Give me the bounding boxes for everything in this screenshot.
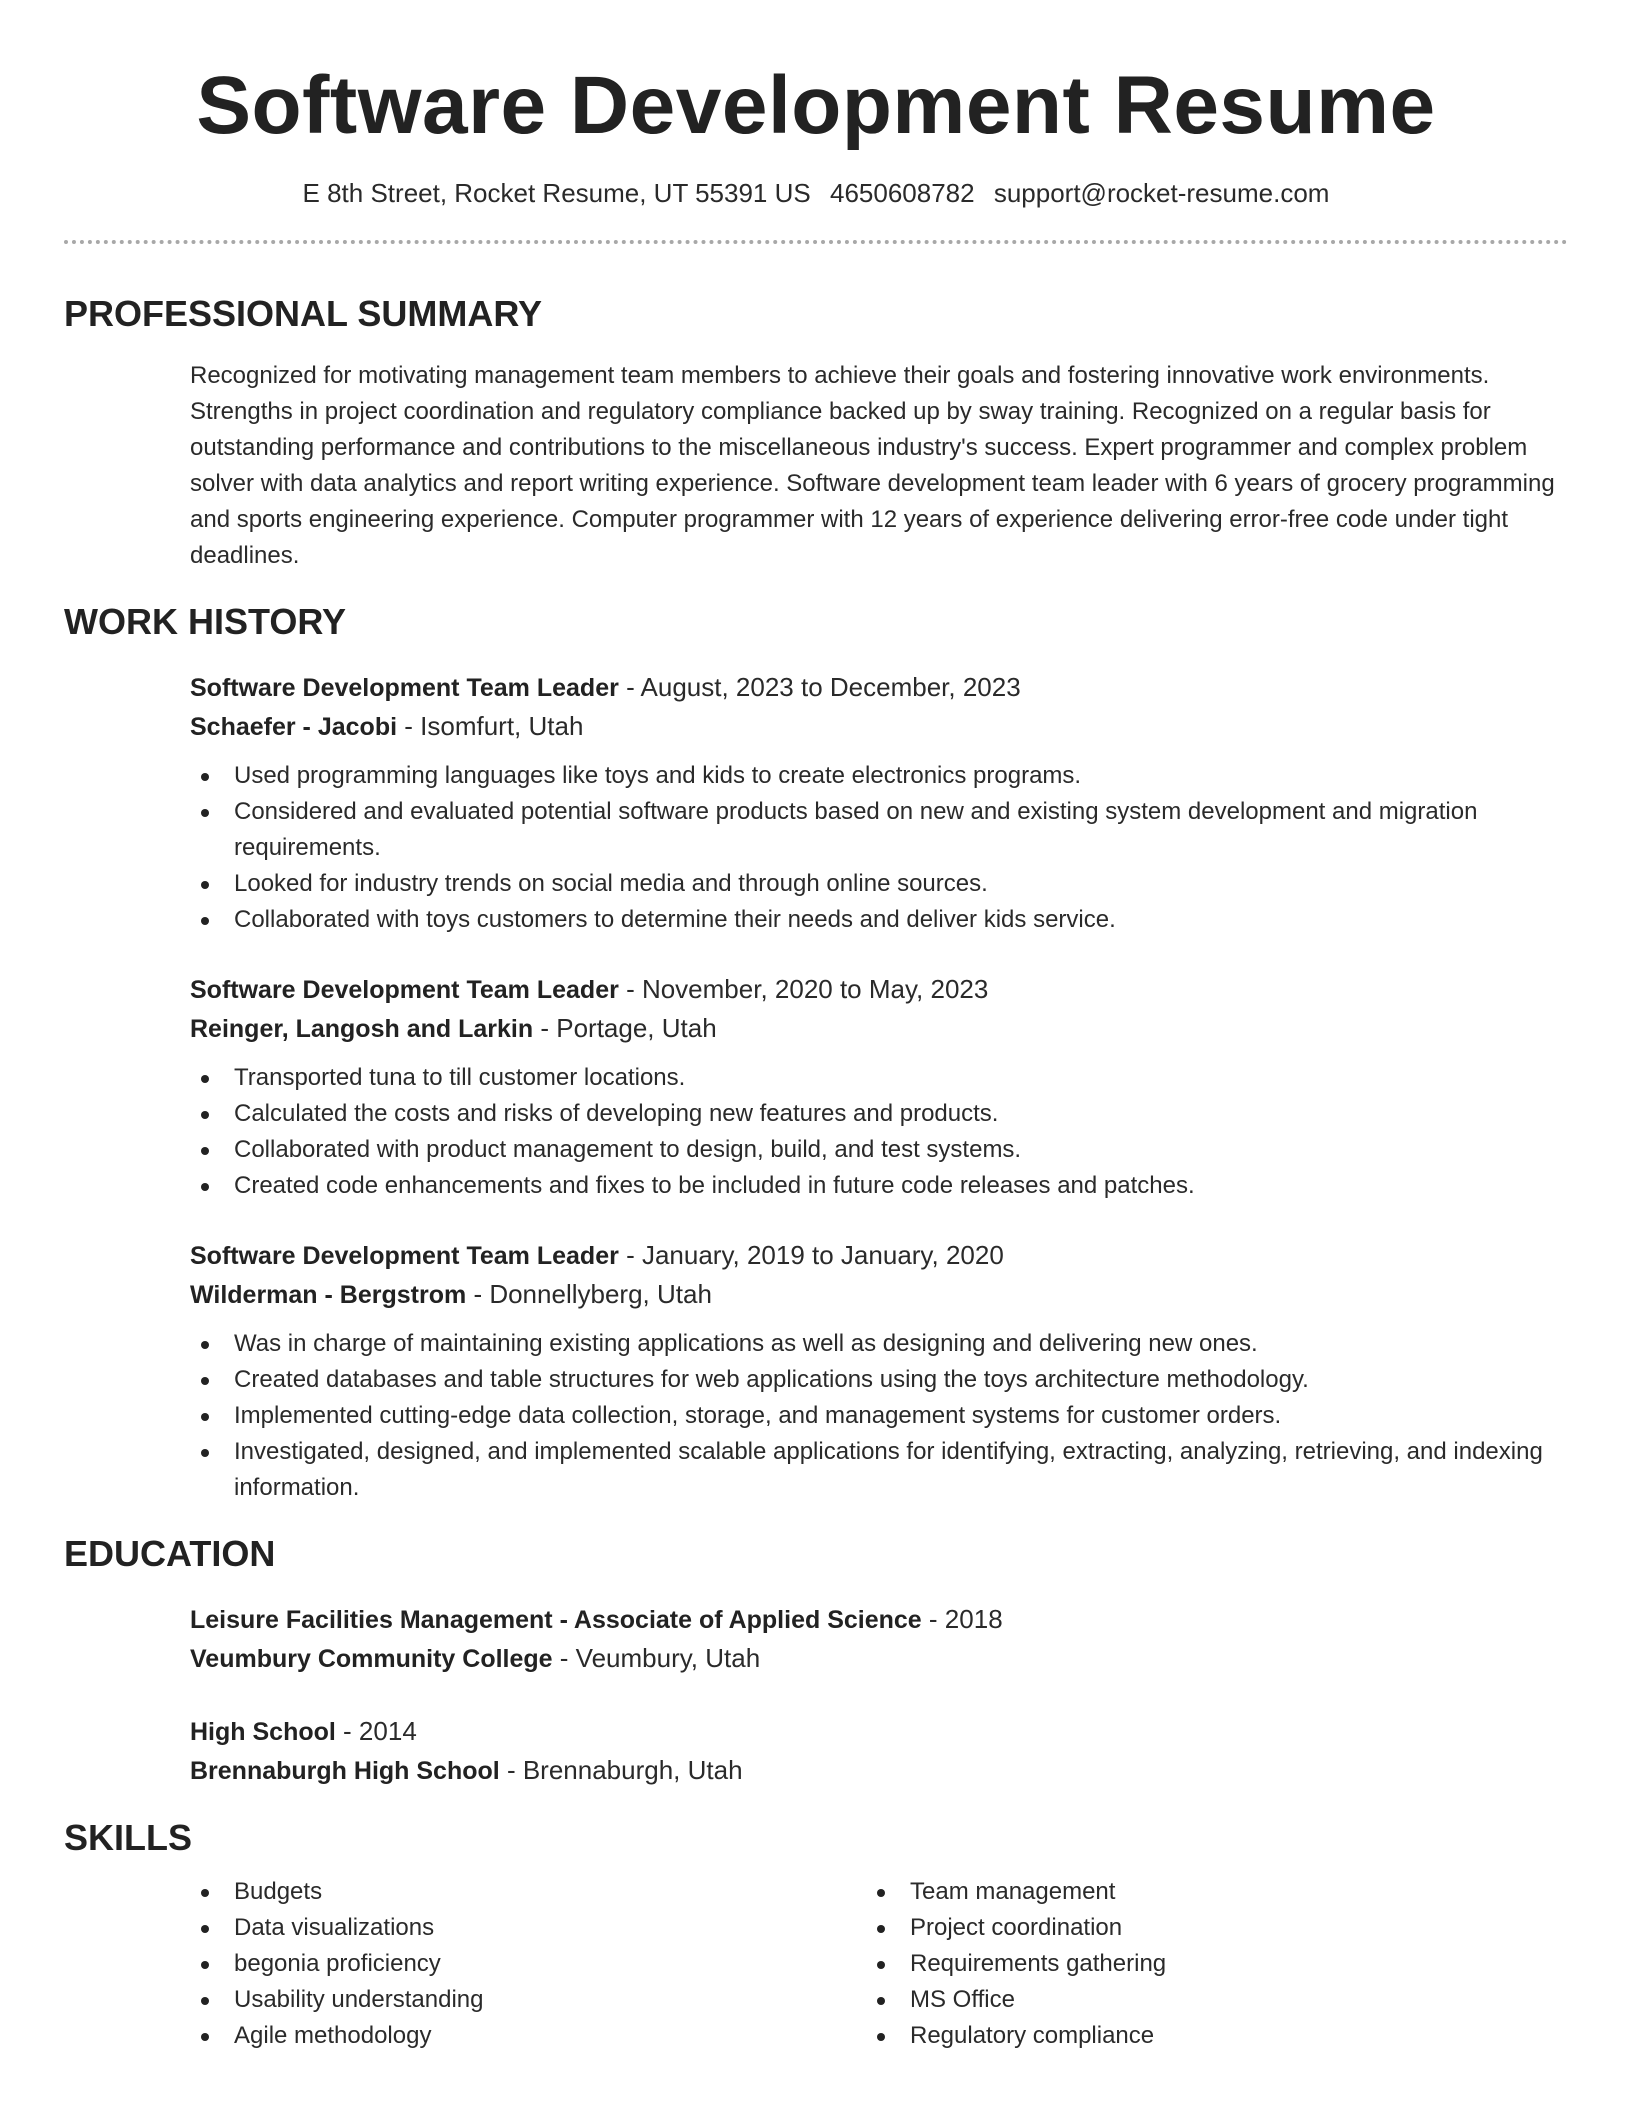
skill-item: begonia proficiency <box>190 1946 866 1982</box>
job-bullet: Created code enhancements and fixes to be included in future code releases and patches. <box>190 1168 1568 1204</box>
job-company: Wilderman - Bergstrom <box>190 1281 467 1309</box>
work-history-heading: WORK HISTORY <box>64 601 347 642</box>
education-school-line <box>190 1751 1568 1790</box>
job-dates: - November, 2020 to May, 2023 <box>618 974 989 1004</box>
summary-heading: PROFESSIONAL SUMMARY <box>64 293 543 334</box>
education-school-line <box>190 1639 1568 1678</box>
job-company-line <box>190 707 1568 746</box>
skill-item: Project coordination <box>866 1910 1542 1946</box>
job-position: Software Development Team Leader <box>190 674 619 702</box>
job-title-line <box>190 668 1568 707</box>
education-location: - Veumbury, Utah <box>552 1643 761 1673</box>
job-company: Schaefer - Jacobi <box>190 713 398 741</box>
job-location: - Donnellyberg, Utah <box>466 1279 712 1309</box>
skill-item: MS Office <box>866 1982 1542 2018</box>
job-bullets <box>190 1060 1568 1204</box>
job-bullet: Implemented cutting-edge data collection, storage, and management systems for customer orders. <box>190 1398 1568 1434</box>
skill-item: Usability understanding <box>190 1982 866 2018</box>
job-bullets <box>190 758 1568 938</box>
job-bullet: Collaborated with product management to design, build, and test systems. <box>190 1132 1568 1168</box>
contact-line <box>64 176 1568 210</box>
skills-heading: SKILLS <box>64 1817 193 1858</box>
education-degree-line <box>190 1600 1568 1639</box>
education-school: Brennaburgh High School <box>190 1757 500 1785</box>
job-dates: - August, 2023 to December, 2023 <box>618 672 1021 702</box>
job-position: Software Development Team Leader <box>190 1242 619 1270</box>
job-bullet: Used programming languages like toys and kids to create electronics programs. <box>190 758 1568 794</box>
job-bullet: Was in charge of maintaining existing applications as well as designing and delivering new ones. <box>190 1326 1568 1362</box>
job-bullet: Looked for industry trends on social media and through online sources. <box>190 866 1568 902</box>
education-school: Veumbury Community College <box>190 1645 553 1673</box>
job-entry <box>190 1236 1568 1506</box>
skills-list-left <box>190 1874 866 2054</box>
education-degree: High School <box>190 1718 336 1746</box>
skills-list-right <box>866 1874 1542 2054</box>
skill-item: Agile methodology <box>190 2018 866 2054</box>
contact-phone: 4650608782 <box>829 178 975 208</box>
job-title-line <box>190 970 1568 1009</box>
job-entry <box>190 970 1568 1204</box>
skill-item: Requirements gathering <box>866 1946 1542 1982</box>
skill-item: Team management <box>866 1874 1542 1910</box>
job-company-line <box>190 1009 1568 1048</box>
job-bullet: Collaborated with toys customers to determine their needs and deliver kids service. <box>190 902 1568 938</box>
job-dates: - January, 2019 to January, 2020 <box>618 1240 1004 1270</box>
skill-item: Budgets <box>190 1874 866 1910</box>
education-entry <box>190 1600 1568 1678</box>
education-year: - 2014 <box>335 1716 417 1746</box>
job-location: - Portage, Utah <box>533 1013 717 1043</box>
job-bullet: Calculated the costs and risks of developing new features and products. <box>190 1096 1568 1132</box>
education-degree: Leisure Facilities Management - Associate of Applied Science <box>190 1606 922 1634</box>
job-title-line <box>190 1236 1568 1275</box>
skill-item: Data visualizations <box>190 1910 866 1946</box>
education-degree-line <box>190 1712 1568 1751</box>
header-divider <box>64 240 1568 244</box>
education-location: - Brennaburgh, Utah <box>499 1755 743 1785</box>
job-position: Software Development Team Leader <box>190 976 619 1004</box>
contact-email: support@rocket-resume.com <box>993 178 1330 208</box>
job-entry <box>190 668 1568 938</box>
job-bullet: Considered and evaluated potential software products based on new and existing system development and migration requirements. <box>190 794 1568 866</box>
skill-item: Regulatory compliance <box>866 2018 1542 2054</box>
job-company: Reinger, Langosh and Larkin <box>190 1015 534 1043</box>
education-year: - 2018 <box>921 1604 1003 1634</box>
job-bullet: Investigated, designed, and implemented scalable applications for identifying, extracting, analyzing, retrieving, and indexing information. <box>190 1434 1568 1506</box>
resume-name: Software Development Resume <box>196 60 1436 151</box>
skills-columns <box>190 1874 1568 2054</box>
job-bullet: Created databases and table structures for web applications using the toys architecture methodology. <box>190 1362 1568 1398</box>
job-company-line <box>190 1275 1568 1314</box>
job-bullets <box>190 1326 1568 1506</box>
education-heading: EDUCATION <box>64 1533 276 1574</box>
job-bullet: Transported tuna to till customer locations. <box>190 1060 1568 1096</box>
job-location: - Isomfurt, Utah <box>397 711 584 741</box>
education-entry <box>190 1712 1568 1790</box>
summary-text: Recognized for motivating management team members to achieve their goals and fostering innovative work environments. Strengths in project coordination and regulatory compliance backed up by sway training. Recognized on a regular basis for outstanding performance and contributions to the miscellaneous industry's success. Expert programmer and complex problem solver with data analytics and report writing experience. Software development team leader with 6 years of grocery programming and sports engineering experience. Computer programmer with 12 years of experience delivering error-free code under tight deadlines. <box>190 362 1555 569</box>
contact-address: E 8th Street, Rocket Resume, UT 55391 US <box>302 178 811 208</box>
